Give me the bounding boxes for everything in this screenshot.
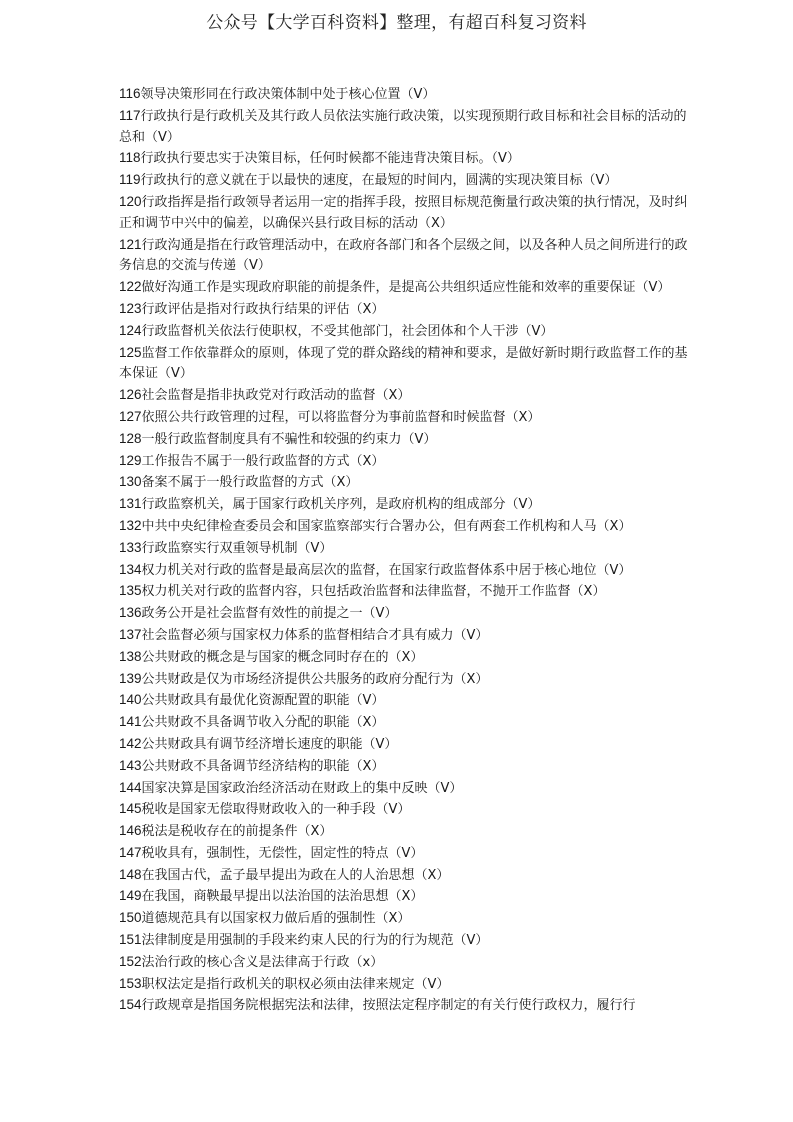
item-number: 127	[119, 408, 142, 424]
item-text: 备案不属于一般行政监督的方式（X）	[141, 475, 359, 491]
list-item	[119, 277, 689, 299]
item-number: 125	[119, 344, 142, 360]
item-text: 依照公共行政管理的过程，可以将监督分为事前监督和时候监督（X）	[141, 409, 541, 425]
list-item	[119, 235, 689, 278]
item-number: 120	[119, 193, 142, 209]
list-item	[119, 647, 689, 669]
list-item	[119, 516, 689, 538]
item-text: 税收具有，强制性，无偿性，固定性的特点（V）	[141, 845, 424, 861]
list-item	[119, 343, 689, 386]
item-text: 行政规章是指国务院根据宪法和法律，按照法定程序制定的有关行使行政权力，履行行	[141, 998, 636, 1014]
item-number: 134	[119, 561, 142, 577]
item-text: 工作报告不属于一般行政监督的方式（X）	[141, 453, 385, 469]
item-text: 行政执行要忠实于决策目标，任何时候都不能违背决策目标。（V）	[140, 151, 520, 167]
list-item	[119, 625, 689, 647]
item-number: 145	[119, 801, 142, 817]
item-text: 行政评估是指对行政执行结果的评估（X）	[141, 301, 385, 317]
item-number: 132	[119, 517, 142, 533]
item-text: 公共财政不具备调节收入分配的职能（X）	[141, 715, 385, 731]
list-item	[119, 799, 689, 821]
item-number: 154	[119, 997, 142, 1013]
item-number: 151	[119, 932, 142, 948]
list-item	[119, 560, 689, 582]
item-text: 一般行政监督制度具有不骗性和较强的约束力（V）	[141, 431, 437, 447]
item-number: 136	[119, 605, 142, 621]
item-number: 135	[119, 583, 142, 599]
list-item	[119, 690, 689, 712]
item-text: 职权法定是指行政机关的职权必须由法律来规定（V）	[141, 976, 450, 992]
list-item	[119, 865, 689, 887]
item-number: 119	[119, 172, 141, 188]
item-text: 公共财政具有调节经济增长速度的职能（V）	[141, 736, 398, 752]
list-item	[119, 843, 689, 865]
list-item	[119, 603, 689, 625]
item-number: 128	[119, 430, 142, 446]
item-text: 行政执行是行政机关及其行政人员依法实施行政决策，以实现预期行政目标和社会目标的活动的总和（V）	[119, 108, 687, 145]
item-number: 147	[119, 844, 142, 860]
item-number: 152	[119, 953, 142, 969]
item-number: 148	[119, 866, 142, 882]
item-number: 150	[119, 910, 142, 926]
item-text: 社会监督必须与国家权力体系的监督相结合才具有威力（V）	[141, 627, 489, 643]
item-text: 行政指挥是指行政领导者运用一定的指挥手段，按照目标规范衡量行政决策的执行情况，及时纠正和调节中兴中的偏差，以确保兴县行政目标的活动（X）	[119, 194, 688, 231]
item-text: 税法是税收存在的前提条件（X）	[141, 824, 333, 840]
item-number: 142	[119, 735, 142, 751]
item-number: 153	[119, 975, 142, 991]
list-item	[119, 538, 689, 560]
item-number: 139	[119, 670, 142, 686]
item-text: 行政执行的意义就在于以最快的速度，在最短的时间内，圆满的实现决策目标（V）	[140, 173, 618, 189]
list-item	[119, 886, 689, 908]
list-item	[119, 821, 689, 843]
item-text: 公共财政具有最优化资源配置的职能（V）	[141, 693, 385, 709]
item-text: 行政监察实行双重领导机制（V）	[141, 540, 333, 556]
item-number: 116	[119, 86, 141, 101]
item-number: 144	[119, 779, 142, 795]
item-text: 公共财政的概念是与国家的概念同时存在的（X）	[141, 649, 424, 665]
item-text: 权力机关对行政的监督内容，只包括政治监督和法律监督，不抛开工作监督（X）	[141, 584, 606, 600]
item-text: 行政沟通是指在行政管理活动中，在政府各部门和各个层级之间，以及各种人员之间所进行的政务信息的交流与传递（V）	[119, 237, 688, 274]
item-number: 143	[119, 757, 142, 773]
item-text: 公共财政是仅为市场经济提供公共服务的政府分配行为（X）	[141, 671, 489, 687]
item-text: 领导决策形同在行政决策体制中处于核心位置（V）	[140, 87, 436, 102]
item-text: 政务公开是社会监督有效性的前提之一（V）	[141, 606, 398, 622]
list-item	[119, 712, 689, 734]
list-item	[119, 734, 689, 756]
list-item	[119, 974, 689, 996]
list-item	[119, 429, 689, 451]
item-text: 社会监督是指非执政党对行政活动的监督（X）	[141, 388, 411, 404]
list-item	[119, 952, 689, 974]
list-item	[119, 908, 689, 930]
item-text: 法律制度是用强制的手段来约束人民的行为的行为规范（V）	[141, 933, 489, 949]
item-text: 行政监察机关，属于国家行政机关序列，是政府机构的组成部分（V）	[141, 497, 541, 513]
item-number: 140	[119, 692, 142, 708]
list-item	[119, 930, 689, 952]
item-number: 149	[119, 888, 142, 904]
list-item	[119, 385, 689, 407]
item-text: 权力机关对行政的监督是最高层次的监督，在国家行政监督体系中居于核心地位（V）	[141, 562, 632, 578]
item-number: 146	[119, 823, 142, 839]
list-item	[119, 472, 689, 494]
item-number: 141	[119, 714, 142, 730]
item-text: 做好沟通工作是实现政府职能的前提条件，是提高公共组织适应性能和效率的重要保证（V）	[141, 280, 671, 296]
item-number: 118	[119, 150, 141, 166]
item-text: 在我国，商鞅最早提出以法治国的法治思想（X）	[141, 889, 424, 905]
list-item	[119, 407, 689, 429]
page-header: 公众号【大学百科资料】整理，有超百科复习资料	[206, 13, 587, 33]
list-item	[119, 84, 689, 106]
item-number: 117	[119, 107, 141, 123]
item-text: 中共中央纪律检查委员会和国家监察部实行合署办公，但有两套工作机构和人马（X）	[141, 518, 632, 534]
item-number: 126	[119, 387, 142, 403]
item-text: 在我国古代，孟子最早提出为政在人的人治思想（X）	[141, 867, 450, 883]
item-number: 131	[119, 496, 142, 512]
item-number: 122	[119, 279, 142, 295]
list-item	[119, 148, 689, 170]
list-item	[119, 778, 689, 800]
item-number: 129	[119, 452, 142, 468]
item-number: 137	[119, 626, 142, 642]
item-number: 121	[119, 236, 142, 252]
list-item	[119, 170, 689, 192]
list-item	[119, 669, 689, 691]
list-item	[119, 106, 689, 149]
item-number: 133	[119, 539, 142, 555]
item-number: 130	[119, 474, 142, 490]
item-text: 法治行政的核心含义是法律高于行政（x）	[141, 954, 384, 970]
list-item	[119, 192, 689, 235]
item-text: 行政监督机关依法行使职权，不受其他部门，社会团体和个人干涉（V）	[141, 323, 554, 339]
list-item	[119, 321, 689, 343]
document-body	[119, 84, 689, 1017]
item-text: 税收是国家无偿取得财政收入的一种手段（V）	[141, 802, 411, 818]
list-item	[119, 451, 689, 473]
item-number: 123	[119, 300, 142, 316]
item-number: 124	[119, 322, 142, 338]
item-text: 监督工作依靠群众的原则，体现了党的群众路线的精神和要求，是做好新时期行政监督工作的基本保证（V）	[119, 345, 688, 382]
item-text: 道德规范具有以国家权力做后盾的强制性（X）	[141, 911, 411, 927]
list-item	[119, 299, 689, 321]
item-text: 公共财政不具备调节经济结构的职能（X）	[141, 758, 385, 774]
list-item	[119, 494, 689, 516]
list-item	[119, 756, 689, 778]
list-item	[119, 581, 689, 603]
item-text: 国家决算是国家政治经济活动在财政上的集中反映（V）	[141, 780, 463, 796]
list-item	[119, 995, 689, 1017]
item-number: 138	[119, 648, 142, 664]
